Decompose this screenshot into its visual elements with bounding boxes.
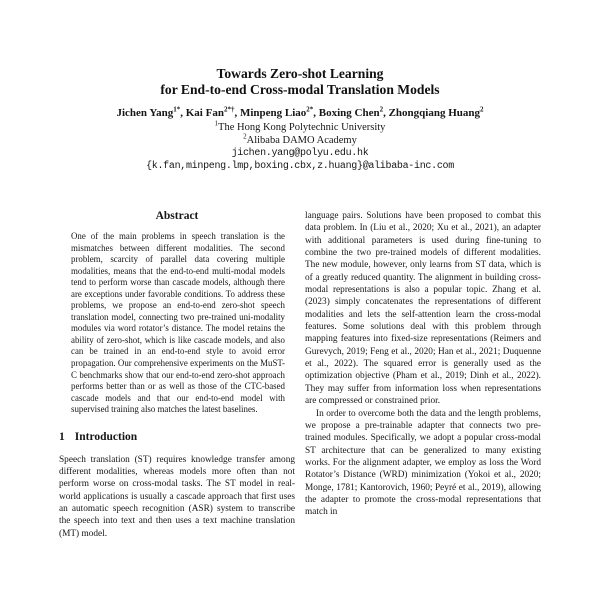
email-line: {k.fan,minpeng.lmp,boxing.cbx,z.huang}@alibaba-inc.com: [146, 160, 454, 172]
author: Jichen Yang$^{1*}$,: [116, 105, 186, 119]
author-superscript: 2: [480, 105, 484, 114]
affiliation-superscript: 1: [214, 119, 219, 128]
author: Kai Fan$^{2*\dagger}$,: [185, 105, 240, 119]
author-separator: ,: [383, 107, 389, 119]
author: Minpeng Liao$^{2*}$,: [239, 105, 319, 119]
author-separator: ,: [180, 107, 186, 119]
author-list: [0, 107, 600, 120]
paper-title-line2: for End-to-end Cross-modal Translation Models: [160, 82, 440, 97]
paragraph-right-2: In order to overcome both the data and the length problems, we propose a pre-trainable adapter that connects two pre-trained modules. Specifically, we adopt a popular cross-modal ST architecture that can be generalized to many existing works. For the alignment adapter, we employ as loss the Word Rotator’s Distance (WRD) minimization (Yokoi et al., 2020; Monge, 1781; Kantorovich, 1960; Peyré et al., 2019), allowing the adapter to promote the cross-modal representations that match in: [305, 408, 541, 518]
affiliation: $^2$Alibaba DAMO Academy: [243, 132, 357, 146]
paragraph-right-1: language pairs. Solutions have been proposed to combat this data problem. In (Liu et al., 2020; Xu et al., 2021), an adapter with additional parameters is used during fine-tuning to combine the two pre-trained models of different modalities. The new module, however, only learns from ST data, which is of a greatly reduced quantity. The alignment in building cross-modal representations is also a popular topic. Zhang et al. (2023) simply concatenates the representations of different modalities and lets the self-attention learn the cross-modal features. Some solutions deal with this problem through mapping features into fixed-size representations (Reimers and Gurevych, 2019; Feng et al., 2020; Han et al., 2021; Duquenne et al., 2022). The squared error is generally used as the optimization objective (Pham et al., 2019; Dinh et al., 2022). They may suffer from information loss when representations are compressed or constrained prior.: [305, 211, 541, 407]
email-block: [0, 148, 600, 173]
author-superscript: 2*: [306, 105, 314, 114]
author-separator: ,: [313, 107, 319, 119]
author: Zhongqiang Huang$^2$: [388, 105, 484, 119]
left-column: [59, 210, 295, 600]
section-heading-introduction: [59, 431, 295, 443]
section-title: Introduction: [74, 430, 138, 443]
author: Boxing Chen$^2$,: [318, 105, 389, 119]
author-superscript: 2: [379, 105, 384, 114]
email-line: jichen.yang@polyu.edu.hk: [231, 148, 369, 160]
author-superscript: 1*: [173, 105, 181, 114]
two-column-body: [0, 210, 600, 600]
abstract-heading: Abstract: [155, 210, 199, 222]
paper-header: [0, 0, 600, 173]
right-column: [305, 210, 541, 600]
affiliation-superscript: 2: [243, 132, 247, 141]
paper-title: [0, 66, 600, 98]
abstract-text: One of the main problems in speech translation is the mismatches between different modalities. The second problem, scarcity of parallel data covering multiple modalities, means that the end-to-end multi-modal models tend to perform worse than cascade models, although there are exceptions under favorable conditions. To address these problems, we propose an end-to-end zero-shot speech translation model, connecting two pre-trained uni-modality modules via word rotator’s distance. The model retains the ability of zero-shot, which is like cascade models, and also can be trained in an end-to-end style to avoid error propagation. Our comprehensive experiments on the MuST-C benchmarks show that our end-to-end zero-shot approach performs better than or as well as those of the CTC-based cascade models and that our end-to-end model with supervised training also matches the latest baselines.: [71, 231, 285, 415]
author-separator: ,: [234, 107, 240, 119]
affiliation: $^1$The Hong Kong Polytechnic University: [214, 119, 386, 133]
paragraph-introduction: Speech translation (ST) requires knowledge transfer among different modalities, whereas models more often than not perform worse on cross-modal tasks. The ST model in real-world applications is usually a cascade approach that first uses an automatic speech recognition (ASR) system to transcribe the speech into text and then uses a text machine translation (MT) model.: [59, 454, 295, 539]
paper-title-line1: Towards Zero-shot Learning: [216, 66, 384, 81]
author-superscript: 2*†: [223, 105, 235, 114]
affiliation-list: [0, 119, 600, 147]
section-number: 1: [59, 430, 65, 443]
